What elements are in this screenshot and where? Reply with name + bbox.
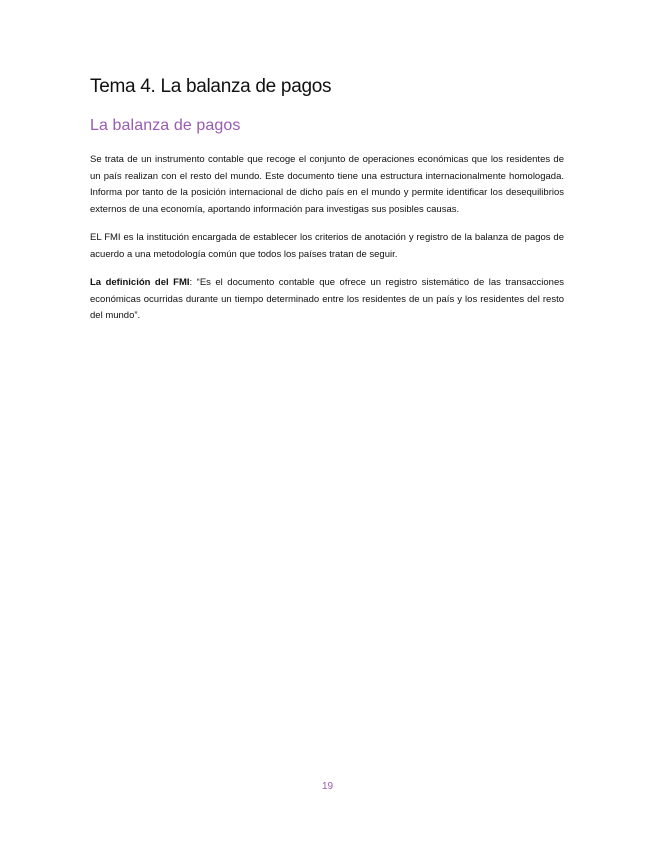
- page-title: Tema 4. La balanza de pagos: [90, 76, 332, 97]
- definition-paragraph: [90, 275, 564, 325]
- section-heading: La balanza de pagos: [90, 117, 241, 134]
- page-number: 19: [321, 781, 334, 792]
- definition-label: La definición del FMI: [90, 277, 190, 288]
- paragraph: Se trata de un instrumento contable que recoge el conjunto de operaciones económicas que los residentes de un país realizan con el resto del mundo. Este documento tiene una estructura internacionalmente homologada. Informa por tanto de la posición internacional de dicho país en el mundo y permite identificar los desequilibrios externos de una economía, aportando información para investigas sus posibles causas.: [90, 154, 564, 215]
- definition-text: : “Es el documento contable que ofrece un registro sistemático de las transacciones económicas ocurridas durante un tiempo determinado entre los residentes de un país y los residentes del resto del mundo”.: [90, 277, 564, 321]
- paragraph: EL FMI es la institución encargada de establecer los criterios de anotación y registro de la balanza de pagos de acuerdo a una metodología común que todos los países tratan de seguir.: [90, 232, 564, 260]
- document-body: [90, 152, 564, 337]
